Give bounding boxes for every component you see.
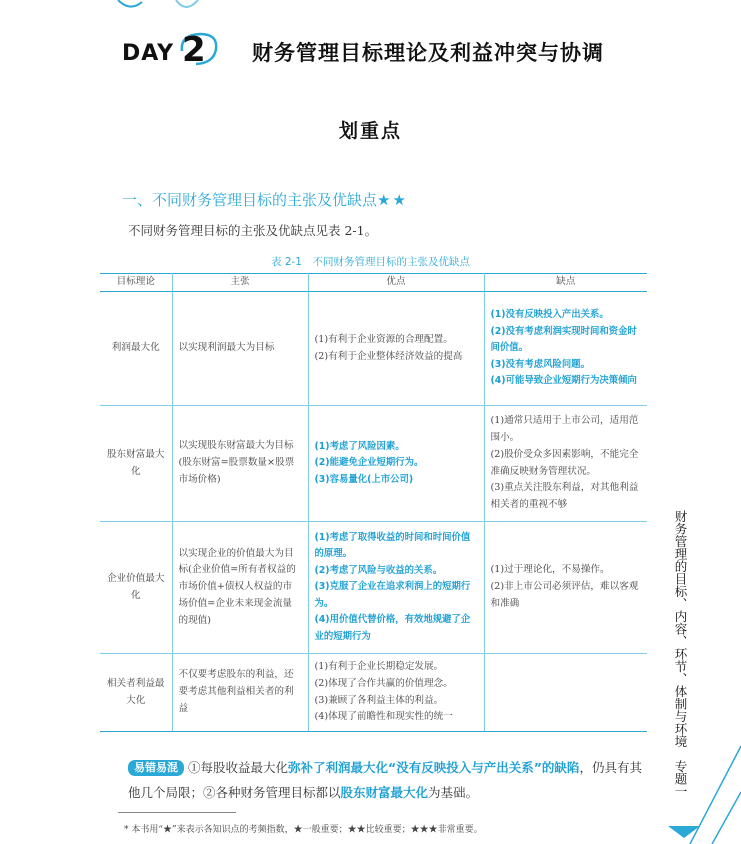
- table-row: [100, 522, 647, 654]
- claim-cell: 以实现企业的价值最大为目标(企业价值=所有者权益的市场价值+债权人权益的市场价值=企业未来现金流量的现值): [172, 522, 308, 654]
- day-label: DAY: [122, 41, 175, 66]
- column-header: 主张: [172, 274, 308, 292]
- tip-badge: 易错易混: [128, 760, 184, 776]
- heading-1: [122, 189, 408, 210]
- con-item: (2)没有考虑利润实现时间和资金时间价值。: [490, 325, 637, 354]
- pro-item: (3)兼顾了各利益主体的利益。: [314, 694, 444, 706]
- con-item: (1)没有反映投入产出关系。: [490, 309, 609, 321]
- claim-cell: 以实现股东财富最大为目标(股东财富=股票数量×股票市场价格): [172, 406, 308, 522]
- con-item: (2)非上市公司必须评估，难以客观和准确: [490, 581, 639, 609]
- table-row: [100, 292, 647, 406]
- table-row: [100, 654, 647, 732]
- footnote: * 本书用“★”来表示各知识点的考频指数，★一般重要；★★比较重要；★★★非常重要。: [124, 825, 483, 835]
- pro-item: (3)容易量化(上市公司): [314, 473, 414, 485]
- intro-paragraph: 不同财务管理目标的主张及优缺点见表 2-1。: [128, 223, 378, 238]
- heading-1-text: 一、不同财务管理目标的主张及优缺点: [122, 191, 378, 209]
- con-item: (1)过于理论化，不易操作。: [490, 564, 610, 576]
- pros-cell: [308, 406, 484, 522]
- top-decoration: [0, 0, 741, 14]
- tip-text: ①每股收益最大化: [187, 760, 288, 775]
- con-item: (2)股价受众多因素影响，不能完全准确反映财务管理状况。: [490, 448, 639, 477]
- tip-paragraph: [128, 755, 648, 805]
- pro-item: (2)考虑了风险与收益的关系。: [314, 564, 443, 576]
- table-header-row: [100, 274, 647, 292]
- table-caption: 表 2-1 不同财务管理目标的主张及优缺点: [271, 256, 470, 268]
- tip-text: ，仍具有其他几个局限；②各种财务管理目标都以: [128, 760, 642, 800]
- column-header: 目标理论: [100, 274, 172, 292]
- pro-item: (2)体现了合作共赢的价值理念。: [314, 677, 453, 689]
- pros-cell: [308, 654, 484, 732]
- cons-cell: [484, 406, 647, 522]
- pros-cell: [308, 292, 484, 406]
- cons-cell: [484, 654, 647, 732]
- importance-stars: ★★: [377, 191, 408, 209]
- column-header: 缺点: [484, 274, 647, 292]
- pro-item: (4)用价值代替价格，有效地规避了企业的短期行为: [314, 614, 471, 642]
- pro-item: (4)体现了前瞻性和现实性的统一: [314, 711, 453, 723]
- theory-cell: 企业价值最大化: [100, 522, 172, 654]
- side-tab-label: 财务管理的目标、内容、环节、体制与环境 专题一: [673, 510, 688, 798]
- pro-item: (1)考虑了风险因素。: [314, 440, 405, 452]
- claim-cell: 以实现利润最大为目标: [172, 292, 308, 406]
- claim-cell: 不仅要考虑股东的利益，还要考虑其他利益相关者的利益: [172, 654, 308, 732]
- cons-cell: [484, 522, 647, 654]
- pro-item: (2)有利于企业整体经济效益的提高: [314, 350, 463, 362]
- theory-cell: 相关者利益最大化: [100, 654, 172, 732]
- footnote-divider: [118, 812, 236, 813]
- pro-item: (3)克服了企业在追求利润上的短期行为。: [314, 581, 471, 609]
- theory-cell: 股东财富最大化: [100, 406, 172, 522]
- objectives-table: [100, 273, 647, 732]
- pro-item: (1)考虑了取得收益的时间和时间价值的原理。: [314, 531, 471, 560]
- tip-emphasis: 弥补了利润最大化“没有反映投入与产出关系”的缺陷: [288, 760, 580, 775]
- chapter-title: 财务管理目标理论及利益冲突与协调: [252, 40, 604, 65]
- pro-item: (1)有利于企业资源的合理配置。: [314, 333, 453, 345]
- tip-emphasis: 股东财富最大化: [340, 785, 429, 800]
- con-item: (4)可能导致企业短期行为决策倾向: [490, 375, 637, 387]
- pro-item: (1)有利于企业长期稳定发展。: [314, 660, 444, 672]
- con-item: (3)没有考虑风险问题。: [490, 358, 590, 370]
- column-header: 优点: [308, 274, 484, 292]
- con-item: (3)重点关注股东利益，对其他利益相关者的重视不够: [490, 482, 639, 511]
- table-row: [100, 406, 647, 522]
- con-item: (1)通常只适用于上市公司，适用范围小。: [490, 415, 639, 443]
- section-title: 划重点: [338, 120, 402, 142]
- day-number: 2: [182, 30, 206, 70]
- pro-item: (2)能避免企业短期行为。: [314, 457, 424, 469]
- pros-cell: [308, 522, 484, 654]
- theory-cell: 利润最大化: [100, 292, 172, 406]
- cons-cell: [484, 292, 647, 406]
- chapter-header: [118, 30, 658, 74]
- tip-text: 为基础。: [428, 785, 479, 800]
